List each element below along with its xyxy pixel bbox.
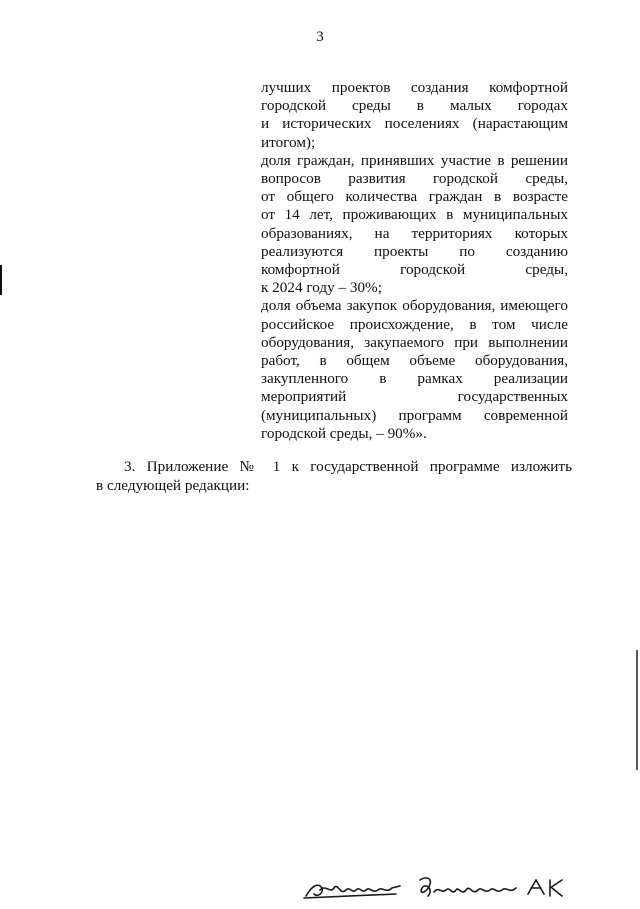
text-line: доля объема закупок оборудования, имеющего <box>261 297 568 315</box>
text-line: (муниципальных) программ современной <box>261 406 568 424</box>
indicator-list-text <box>261 79 568 443</box>
text-line: комфортной городской среды, <box>261 261 568 279</box>
text-line: от 14 лет, проживающих в муниципальных <box>261 206 568 224</box>
text-line: в следующей редакции: <box>96 477 250 494</box>
text-line: реализуются проекты по созданию <box>261 242 568 260</box>
handwritten-signature <box>300 872 630 904</box>
left-margin-mark <box>0 265 2 295</box>
right-margin-mark <box>636 650 638 770</box>
text-line: мероприятий государственных <box>261 388 568 406</box>
text-line: городской среды, – 90%». <box>261 424 427 442</box>
text-line: оборудования, закупаемого при выполнении <box>261 333 568 351</box>
text-line: российское происхождение, в том числе <box>261 315 568 333</box>
text-line: образованиях, на территориях которых <box>261 224 568 242</box>
text-line: 3. Приложение № 1 к государственной программе изложить <box>124 458 572 475</box>
text-line: вопросов развития городской среды, <box>261 170 568 188</box>
text-line: городской среды в малых городах <box>261 97 568 115</box>
page-number: 3 <box>316 29 324 45</box>
text-line: итогом); <box>261 133 316 151</box>
text-line: к 2024 году – 30%; <box>261 279 382 297</box>
paragraph-3 <box>96 457 572 495</box>
text-line: и исторических поселениях (нарастающим <box>261 115 568 133</box>
text-line: доля граждан, принявших участие в решении <box>261 151 568 169</box>
text-line: работ, в общем объеме оборудования, <box>261 352 568 370</box>
text-line: от общего количества граждан в возрасте <box>261 188 568 206</box>
text-line: лучших проектов создания комфортной <box>261 79 568 96</box>
text-line: закупленного в рамках реализации <box>261 370 568 388</box>
